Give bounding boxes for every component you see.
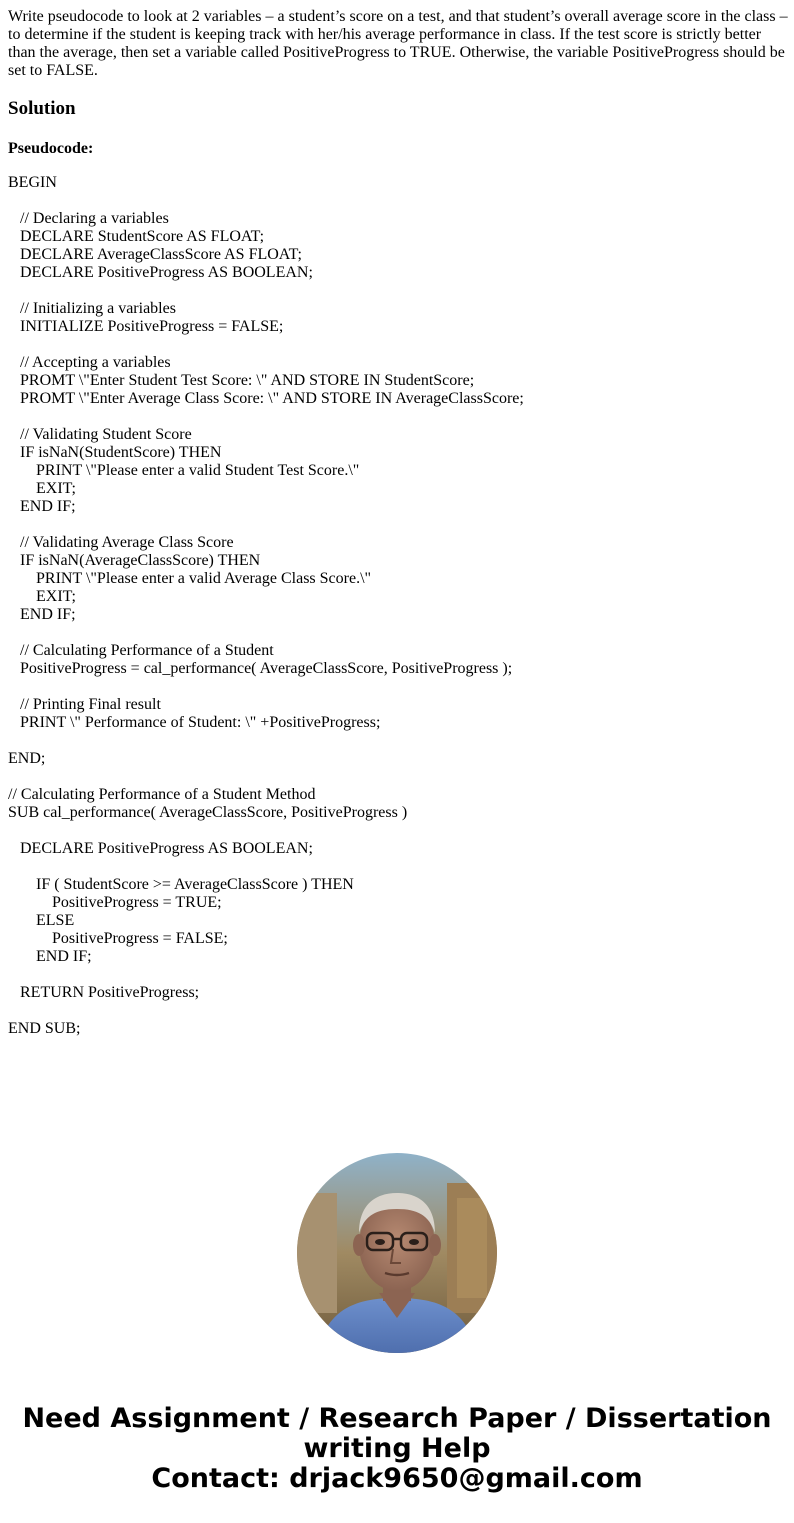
- pseudocode-heading: Pseudocode:: [8, 140, 94, 157]
- code-line: DECLARE PositiveProgress AS BOOLEAN;: [8, 840, 313, 857]
- code-line: PositiveProgress = TRUE;: [8, 894, 222, 911]
- code-blank-line: [8, 1002, 788, 1020]
- code-line: // Validating Average Class Score: [8, 534, 234, 551]
- document-content: [8, 8, 788, 1038]
- code-blank-line: [8, 192, 788, 210]
- code-line: END IF;: [8, 498, 76, 515]
- code-line: IF ( StudentScore >= AverageClassScore ) THEN: [8, 876, 354, 893]
- code-line: // Calculating Performance of a Student: [8, 642, 274, 659]
- code-line: // Printing Final result: [8, 696, 161, 713]
- code-line: // Initializing a variables: [8, 300, 176, 317]
- code-line: PRINT \"Please enter a valid Student Test Score.\": [8, 462, 360, 479]
- code-line: BEGIN: [8, 174, 57, 191]
- code-blank-line: [8, 336, 788, 354]
- code-line: IF isNaN(StudentScore) THEN: [8, 444, 222, 461]
- code-line: EXIT;: [8, 480, 76, 497]
- code-line: // Validating Student Score: [8, 426, 192, 443]
- code-line: INITIALIZE PositiveProgress = FALSE;: [8, 318, 284, 335]
- code-line: PROMT \"Enter Student Test Score: \" AND STORE IN StudentScore;: [8, 372, 475, 389]
- code-line: SUB cal_performance( AverageClassScore, PositiveProgress ): [8, 804, 408, 821]
- author-photo: [297, 1153, 497, 1353]
- code-blank-line: [8, 768, 788, 786]
- code-line: EXIT;: [8, 588, 76, 605]
- code-line: END IF;: [8, 606, 76, 623]
- solution-heading: Solution: [8, 98, 76, 119]
- code-blank-line: [8, 624, 788, 642]
- contact-banner: [0, 1404, 794, 1494]
- code-line: PRINT \"Please enter a valid Average Class Score.\": [8, 570, 372, 587]
- code-line: DECLARE AverageClassScore AS FLOAT;: [8, 246, 302, 263]
- code-line: PRINT \" Performance of Student: \" +PositiveProgress;: [8, 714, 381, 731]
- banner-line-3: Contact: drjack9650@gmail.com: [151, 1463, 643, 1494]
- banner-line-1: Need Assignment / Research Paper / Dissertation: [22, 1403, 772, 1434]
- code-line: PositiveProgress = cal_performance( AverageClassScore, PositiveProgress );: [8, 660, 513, 677]
- code-blank-line: [8, 282, 788, 300]
- code-line: PROMT \"Enter Average Class Score: \" AND STORE IN AverageClassScore;: [8, 390, 524, 407]
- code-blank-line: [8, 858, 788, 876]
- code-line: END IF;: [8, 948, 92, 965]
- code-blank-line: [8, 732, 788, 750]
- code-line: ELSE: [8, 912, 75, 929]
- code-line: DECLARE PositiveProgress AS BOOLEAN;: [8, 264, 313, 281]
- code-line: // Declaring a variables: [8, 210, 169, 227]
- code-line: DECLARE StudentScore AS FLOAT;: [8, 228, 265, 245]
- code-line: // Calculating Performance of a Student Method: [8, 786, 316, 803]
- code-line: // Accepting a variables: [8, 354, 171, 371]
- code-blank-line: [8, 408, 788, 426]
- code-blank-line: [8, 516, 788, 534]
- code-line: END;: [8, 750, 46, 767]
- code-line: IF isNaN(AverageClassScore) THEN: [8, 552, 261, 569]
- banner-line-2: writing Help: [303, 1433, 491, 1464]
- code-blank-line: [8, 678, 788, 696]
- code-line: RETURN PositiveProgress;: [8, 984, 200, 1001]
- code-blank-line: [8, 966, 788, 984]
- code-line: END SUB;: [8, 1020, 81, 1037]
- pseudocode-block: [8, 174, 788, 1038]
- code-line: PositiveProgress = FALSE;: [8, 930, 228, 947]
- code-blank-line: [8, 822, 788, 840]
- question-text: Write pseudocode to look at 2 variables – a student’s score on a test, and that student’s overall average score in the class – to determine if the student is keeping track with her/his average performance in class. If the test score is strictly better than the average, then set a variable called PositiveProgress to TRUE. Otherwise, the variable PositiveProgress should be set to FALSE.: [8, 8, 788, 79]
